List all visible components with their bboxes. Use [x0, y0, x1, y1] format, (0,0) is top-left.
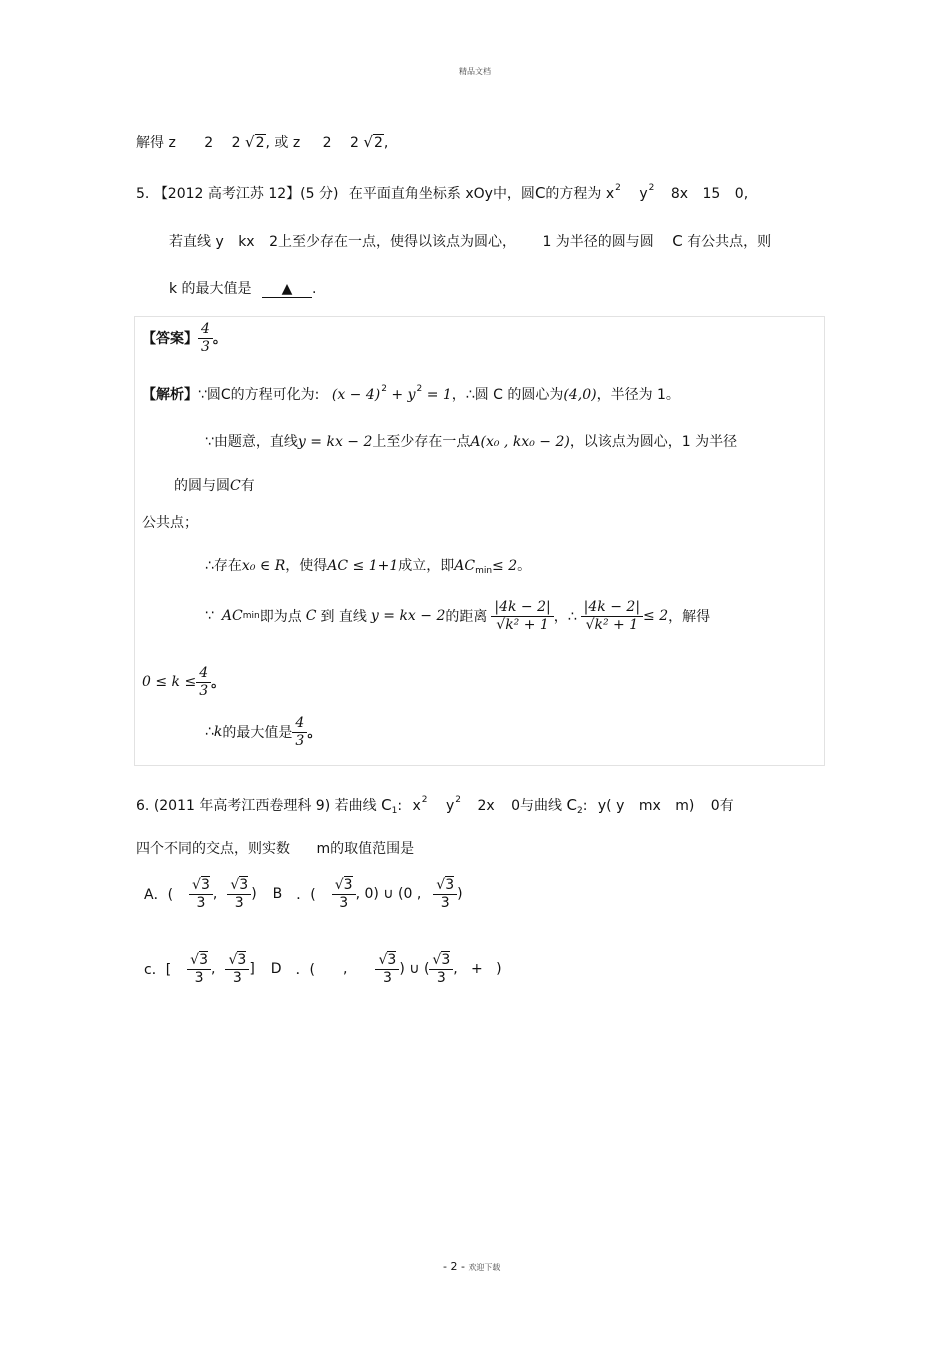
q5-line-1: 5. 【2012 高考江苏 12】(5 分) 在平面直角坐标系 xOy中，圆C的方程为 $x^2$ $y^2$ 8x 15 0, — [136, 183, 749, 202]
q6-line-2: 四个不同的交点，则实数 m的取值范围是 — [136, 841, 415, 857]
option-c-label: c．[ — [144, 962, 172, 979]
q6-source: (2011 年高考江西卷理科 9) — [153, 798, 331, 814]
analysis-line-6: ∵ AC min 即为点 C 到 直线 y = kx − 2 的距离 $\frac{|4k - 2|}{\text{√k² + 1}}$ ，∴ $\frac{|4k - 2|}{\text{√k² + 1}}$ ≤ 2 ，解得 — [205, 599, 711, 633]
footer-text: 欢迎下载 — [468, 1263, 501, 1272]
option-b-label: B — [272, 886, 283, 903]
answer-fraction: $\frac{4}{3}$ — [198, 322, 213, 354]
q6-line-1: 6. (2011 年高考江西卷理科 9) 若曲线 $C_1$: $x^2$ $y^2$ 2x 0与曲线 $C_2$: y( y mx m) 0有 — [136, 795, 734, 816]
sqrt-expression: √2 — [245, 133, 265, 151]
answer-line: 【答案】 $\frac{4}{3}$ 。 — [142, 321, 227, 355]
analysis-line-3: 的圆与圆C有 — [174, 478, 255, 494]
q6-options-ab: A．( $\frac{√3}{3}$ , $\frac{√3}{3}$ ) B ．( $\frac{√3}{3}$ , 0) ∪ (0 , $\frac{√3}{3}$ ) — [144, 877, 463, 911]
q6-options-cd: c．[ $\frac{√3}{3}$ , $\frac{√3}{3}$ ] D ．( , $\frac{√3}{3}$ ) ∪ ( $\frac{√3}{3}$ , + ) — [144, 952, 502, 986]
analysis-line-8: ∴ k 的最大值是 $\frac{4}{3}$ 。 — [205, 715, 322, 749]
header-watermark: 精品文档 — [459, 67, 491, 76]
option-d-label: D — [270, 961, 282, 978]
option-a-label: A．( — [144, 887, 174, 904]
q5-line-2: 若直线 y kx 2上至少存在一点，使得以该点为圆心， 1 为半径的圆与圆 C 有公共点，则 — [169, 232, 772, 250]
q5-line-3: k 的最大值是 ▲ . — [169, 281, 317, 297]
solution-line: 解得 z 2 2 √2, 或 z 2 2 √2, — [136, 133, 389, 151]
answer-label: 【答案】 — [142, 331, 198, 348]
analysis-line-7: 0 ≤ k ≤ $\frac{4}{3}$ 。 — [142, 665, 226, 699]
distance-fraction: $\frac{|4k - 2|}{\text{√k² + 1}}$ — [491, 600, 553, 632]
sqrt-expression: √2 — [363, 133, 383, 151]
analysis-line-2: ∵由题意，直线y = kx − 2上至少存在一点A(x₀ , kx₀ − 2)，以该点为圆心，1 为半径 — [205, 434, 738, 450]
solution-prefix: 解得 z — [136, 135, 176, 151]
analysis-label: 【解析】 — [142, 387, 198, 403]
distance-fraction-2: $\frac{|4k - 2|}{\text{√k² + 1}}$ — [581, 600, 643, 632]
answer-blank: ▲ — [262, 281, 312, 298]
analysis-line-1: 【解析】∵圆C的方程可化为: $(x - 4)^2 + y^2 = 1$，∴圆 C 的圆心为(4,0)，半径为 1。 — [142, 384, 680, 403]
footer — [443, 1260, 500, 1273]
analysis-line-4: 公共点； — [142, 515, 198, 531]
analysis-line-5: ∴存在x₀ ∈ R，使得AC ≤ 1+1成立，即$AC_{min}\le 2$。 — [205, 558, 532, 576]
page-number: - 2 - — [443, 1260, 465, 1273]
q5-source: 【2012 高考江苏 12】(5 分) — [153, 186, 339, 202]
